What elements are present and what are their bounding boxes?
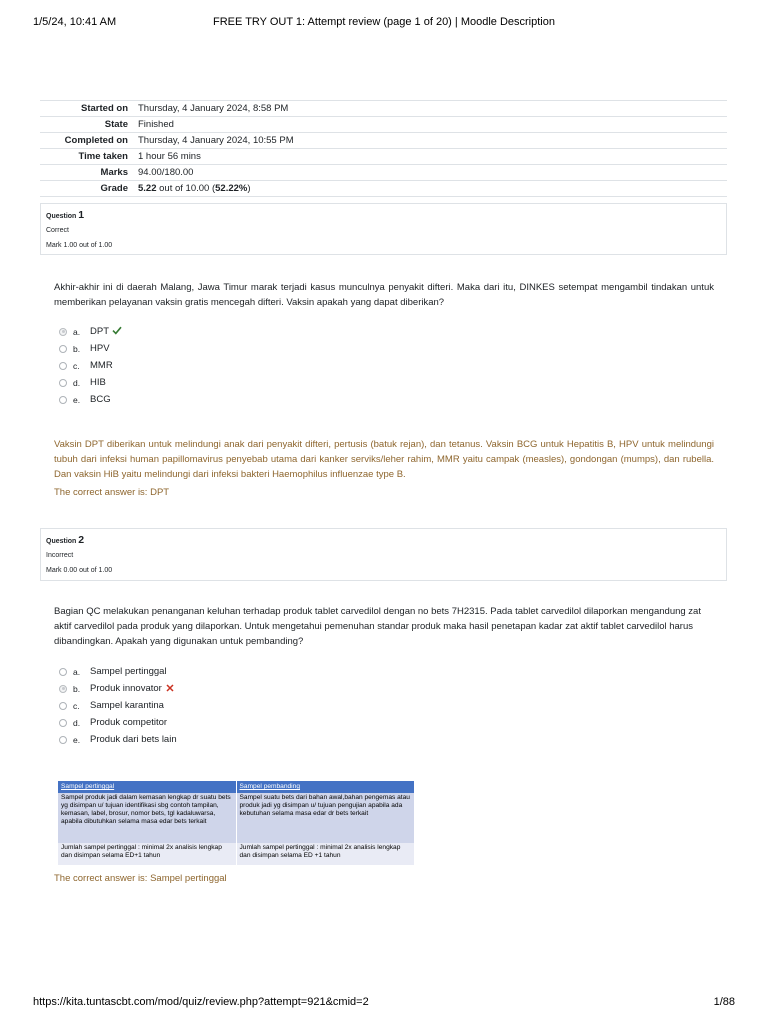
answer-text: Produk competitor: [90, 717, 168, 728]
question-state: Incorrect: [46, 552, 74, 559]
answer-option: [59, 340, 122, 357]
question-state: Correct: [46, 227, 69, 234]
check-icon: [112, 326, 122, 338]
radio-button[interactable]: [59, 719, 67, 727]
comparison-cell: Sampel suatu bets dari bahan awal,bahan pengemas atau produk jadi yg disimpan u/ tujuan pengujian apabila ada kebutuhan selama masa edar dr bets terkait: [236, 793, 414, 843]
summary-label: Marks: [100, 167, 128, 178]
sample-comparison-table: [58, 781, 414, 865]
question-1-text: Akhir-akhir ini di daerah Malang, Jawa Timur marak terjadi kasus munculnya penyakit difteri. Maka dari itu, DINKES setempat mengambil tindakan untuk memberikan pelayanan vaksin gratis mencegah difteri. Vaksin apakah yang dapat diberikan?: [54, 282, 714, 308]
answer-text: HIB: [90, 377, 106, 388]
answer-letter: b.: [73, 343, 81, 354]
answer-letter: a.: [73, 666, 81, 677]
summary-label: Started on: [81, 103, 128, 114]
question-1-answers: [59, 323, 122, 408]
question-prefix: Question: [46, 538, 79, 545]
summary-value: 94.00/180.00: [138, 167, 194, 178]
comparison-header-row: [58, 781, 414, 793]
print-footer: [33, 996, 735, 1010]
question-1-right-answer: The correct answer is: DPT: [54, 487, 170, 498]
question-prefix: Question: [46, 213, 79, 220]
question-2-text: Bagian QC melakukan penanganan keluhan terhadap produk tablet carvedilol dengan no bets 7H2315. Pada tablet carvedilol dilaporkan mengandung zat aktif carvedilol pada produk yang dilaporkan. Untuk mengetahui pemenuhan standar produk maka hasil penetapan kadar zat aktif tablet carvedilol harus dibandingkan. Apakah yang digunakan untuk pembanding?: [54, 606, 701, 647]
summary-value: Thursday, 4 January 2024, 8:58 PM: [138, 103, 289, 114]
comparison-header: Sampel pembanding: [236, 781, 414, 793]
summary-row-state: [40, 117, 727, 133]
grade-middle: out of 10.00 (: [156, 183, 216, 194]
question-number-value: 2: [78, 534, 85, 546]
answer-option: [59, 357, 122, 374]
print-datetime: 1/5/24, 10:41 AM: [33, 16, 117, 28]
summary-row-completed: [40, 133, 727, 149]
grade-percent: 52.22%: [215, 183, 248, 194]
comparison-header: Sampel pertinggal: [58, 781, 236, 793]
answer-letter: e.: [73, 734, 81, 745]
answer-option: [59, 391, 122, 408]
grade-value: [133, 181, 727, 197]
answer-option: [59, 680, 177, 697]
summary-label: Time taken: [78, 151, 128, 162]
radio-button[interactable]: [59, 685, 67, 693]
answer-text: Sampel pertinggal: [90, 666, 167, 677]
answer-letter: a.: [73, 326, 81, 337]
radio-button[interactable]: [59, 345, 67, 353]
attempt-summary-table: [40, 100, 727, 197]
answer-letter: b.: [73, 683, 81, 694]
comparison-row: [58, 843, 414, 865]
radio-button[interactable]: [59, 396, 67, 404]
summary-row-grade: [40, 181, 727, 197]
question-1-info: [40, 203, 727, 255]
answer-letter: d.: [73, 377, 81, 388]
print-header: [33, 16, 735, 30]
cross-icon: [166, 683, 174, 695]
radio-button[interactable]: [59, 668, 67, 676]
radio-button[interactable]: [59, 736, 67, 744]
comparison-row: [58, 793, 414, 843]
comparison-cell: Jumlah sampel pertinggal : minimal 2x analisis lengkap dan disimpan selama ED+1 tahun: [58, 843, 236, 865]
question-number: [46, 208, 721, 224]
question-2-answers: [59, 663, 177, 748]
question-2-right-answer: The correct answer is: Sampel pertinggal: [54, 873, 227, 884]
summary-label: Grade: [100, 183, 128, 194]
question-2-info: [40, 528, 727, 581]
radio-button[interactable]: [59, 379, 67, 387]
question-1-feedback: Vaksin DPT diberikan untuk melindungi anak dari penyakit difteri, pertusis (batuk rejan), dan tetanus. Vaksin BCG untuk Hepatitis B, HPV untuk melindungi tubuh dari infeksi human papillomavirus penyebab utama dari kanker serviks/leher rahim, MMR yaitu campak (measles), gondongan (mumps), dan rubella. Dan vaksin HiB yaitu melindungi dari infeksi bakteri Haemophilus influenzae type B.: [54, 439, 714, 480]
answer-option: [59, 714, 177, 731]
answer-option: [59, 374, 122, 391]
answer-text: DPT: [90, 326, 109, 337]
answer-text: Sampel karantina: [90, 700, 164, 711]
summary-row-marks: [40, 165, 727, 181]
comparison-cell: Sampel produk jadi dalam kemasan lengkap dr suatu bets yg disimpan u/ tujuan identifikasi sbg contoh tampilan, kemasan, label, brosur, nomor bets, tgl kadaluwarsa, apabila dibutuhkan selama masa edar bets terkait: [58, 793, 236, 843]
comparison-cell: Jumlah sampel pertinggal : minimal 2x analisis lengkap dan disimpan selama ED +1 tahun: [236, 843, 414, 865]
answer-text: BCG: [90, 394, 111, 405]
answer-option: [59, 323, 122, 340]
print-title: FREE TRY OUT 1: Attempt review (page 1 of 20) | Moodle Description: [213, 16, 555, 28]
question-mark: Mark 1.00 out of 1.00: [46, 242, 113, 249]
question-number-value: 1: [78, 209, 85, 221]
summary-value: Thursday, 4 January 2024, 10:55 PM: [138, 135, 294, 146]
answer-option: [59, 731, 177, 748]
summary-row-started: [40, 101, 727, 117]
answer-text: HPV: [90, 343, 110, 354]
grade-end: ): [247, 183, 251, 194]
answer-option: [59, 663, 177, 680]
answer-text: MMR: [90, 360, 113, 371]
summary-value: Finished: [138, 119, 174, 130]
radio-button[interactable]: [59, 362, 67, 370]
answer-letter: c.: [73, 700, 80, 711]
answer-letter: d.: [73, 717, 81, 728]
radio-button[interactable]: [59, 328, 67, 336]
answer-option: [59, 697, 177, 714]
print-url: https://kita.tuntascbt.com/mod/quiz/review.php?attempt=921&cmid=2: [33, 996, 369, 1008]
answer-text: Produk innovator: [90, 683, 162, 694]
question-mark: Mark 0.00 out of 1.00: [46, 567, 113, 574]
question-number: [46, 533, 721, 549]
answer-letter: c.: [73, 360, 80, 371]
radio-button[interactable]: [59, 702, 67, 710]
print-page-number: 1/88: [713, 996, 735, 1008]
summary-label: Completed on: [64, 135, 128, 146]
summary-row-time-taken: [40, 149, 727, 165]
summary-label: State: [104, 119, 128, 130]
answer-letter: e.: [73, 394, 81, 405]
answer-text: Produk dari bets lain: [90, 734, 177, 745]
summary-value: 1 hour 56 mins: [138, 151, 201, 162]
grade-score: 5.22: [138, 183, 157, 194]
